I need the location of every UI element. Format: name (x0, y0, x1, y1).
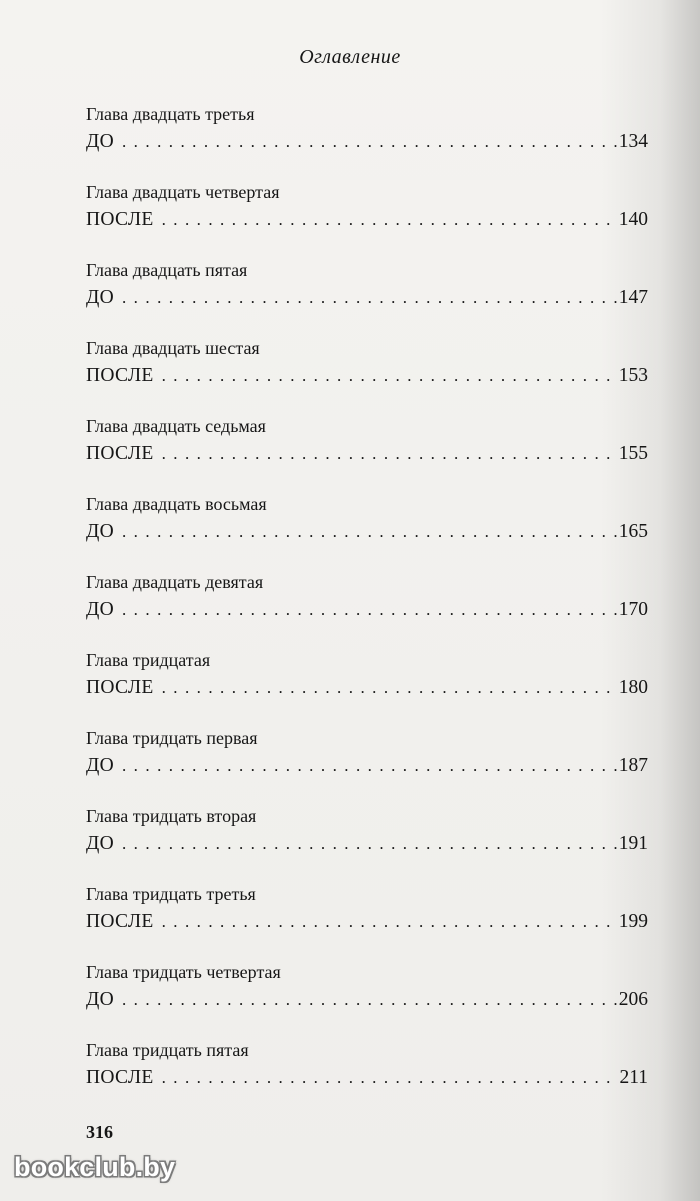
chapter-title: Глава тридцать первая (86, 728, 258, 748)
toc-entry (86, 803, 648, 881)
toc-line (86, 205, 648, 235)
chapter-title: Глава двадцать пятая (86, 260, 248, 280)
section-label: ДО (86, 521, 114, 542)
page-number: 153 (618, 365, 648, 386)
toc-line (86, 673, 648, 703)
page-number: 187 (618, 755, 648, 776)
toc-line (86, 751, 648, 781)
page-number: 199 (618, 911, 648, 932)
toc-entry (86, 725, 648, 803)
toc-entry (86, 647, 648, 725)
page-number: 180 (618, 677, 648, 698)
page-folio: 316 (86, 1122, 113, 1142)
toc-entry (86, 101, 648, 179)
chapter-title: Глава двадцать четвертая (86, 182, 280, 202)
dot-leader (162, 907, 617, 937)
chapter-title: Глава тридцать третья (86, 884, 256, 904)
section-label: ПОСЛЕ (86, 1067, 154, 1088)
toc-line (86, 1063, 648, 1093)
dot-leader (122, 127, 617, 157)
section-label: ДО (86, 989, 114, 1010)
toc-entry (86, 257, 648, 335)
section-label: ПОСЛЕ (86, 209, 154, 230)
dot-leader (122, 595, 617, 625)
dot-leader (122, 517, 617, 547)
page-number: 147 (618, 287, 648, 308)
section-label: ПОСЛЕ (86, 677, 154, 698)
toc-list (86, 101, 648, 1115)
section-label: ДО (86, 599, 114, 620)
site-watermark: bookclub.by (14, 1152, 176, 1182)
toc-title: Оглавление (299, 46, 401, 68)
section-label: ПОСЛЕ (86, 443, 154, 464)
section-label: ДО (86, 755, 114, 776)
chapter-title: Глава двадцать седьмая (86, 416, 266, 436)
dot-leader (122, 751, 617, 781)
section-label: ДО (86, 131, 114, 152)
chapter-title: Глава двадцать третья (86, 104, 255, 124)
toc-entry (86, 413, 648, 491)
toc-entry (86, 959, 648, 1037)
page-number: 165 (618, 521, 648, 542)
dot-leader (162, 439, 617, 469)
dot-leader (162, 673, 617, 703)
toc-line (86, 985, 648, 1015)
toc-line (86, 907, 648, 937)
dot-leader (162, 1063, 618, 1093)
toc-line (86, 127, 648, 157)
page-number: 134 (618, 131, 648, 152)
toc-entry (86, 881, 648, 959)
toc-entry (86, 1037, 648, 1115)
page-number: 211 (619, 1067, 648, 1088)
toc-entry (86, 179, 648, 257)
page-number: 191 (618, 833, 648, 854)
dot-leader (122, 985, 617, 1015)
chapter-title: Глава двадцать восьмая (86, 494, 267, 514)
toc-line (86, 439, 648, 469)
chapter-title: Глава тридцать вторая (86, 806, 257, 826)
toc-line (86, 283, 648, 313)
toc-entry (86, 491, 648, 569)
page-number: 155 (618, 443, 648, 464)
dot-leader (162, 361, 617, 391)
page-number: 140 (618, 209, 648, 230)
page-number: 170 (618, 599, 648, 620)
toc-line (86, 361, 648, 391)
section-label: ПОСЛЕ (86, 911, 154, 932)
toc-entry (86, 569, 648, 647)
chapter-title: Глава двадцать шестая (86, 338, 260, 358)
toc-entry (86, 335, 648, 413)
toc-line (86, 517, 648, 547)
chapter-title: Глава тридцать четвертая (86, 962, 281, 982)
dot-leader (122, 829, 617, 859)
chapter-title: Глава тридцать пятая (86, 1040, 249, 1060)
toc-line (86, 829, 648, 859)
section-label: ДО (86, 833, 114, 854)
section-label: ПОСЛЕ (86, 365, 154, 386)
toc-line (86, 595, 648, 625)
chapter-title: Глава тридцатая (86, 650, 211, 670)
dot-leader (122, 283, 617, 313)
page-number: 206 (618, 989, 648, 1010)
chapter-title: Глава двадцать девятая (86, 572, 264, 592)
dot-leader (162, 205, 617, 235)
section-label: ДО (86, 287, 114, 308)
